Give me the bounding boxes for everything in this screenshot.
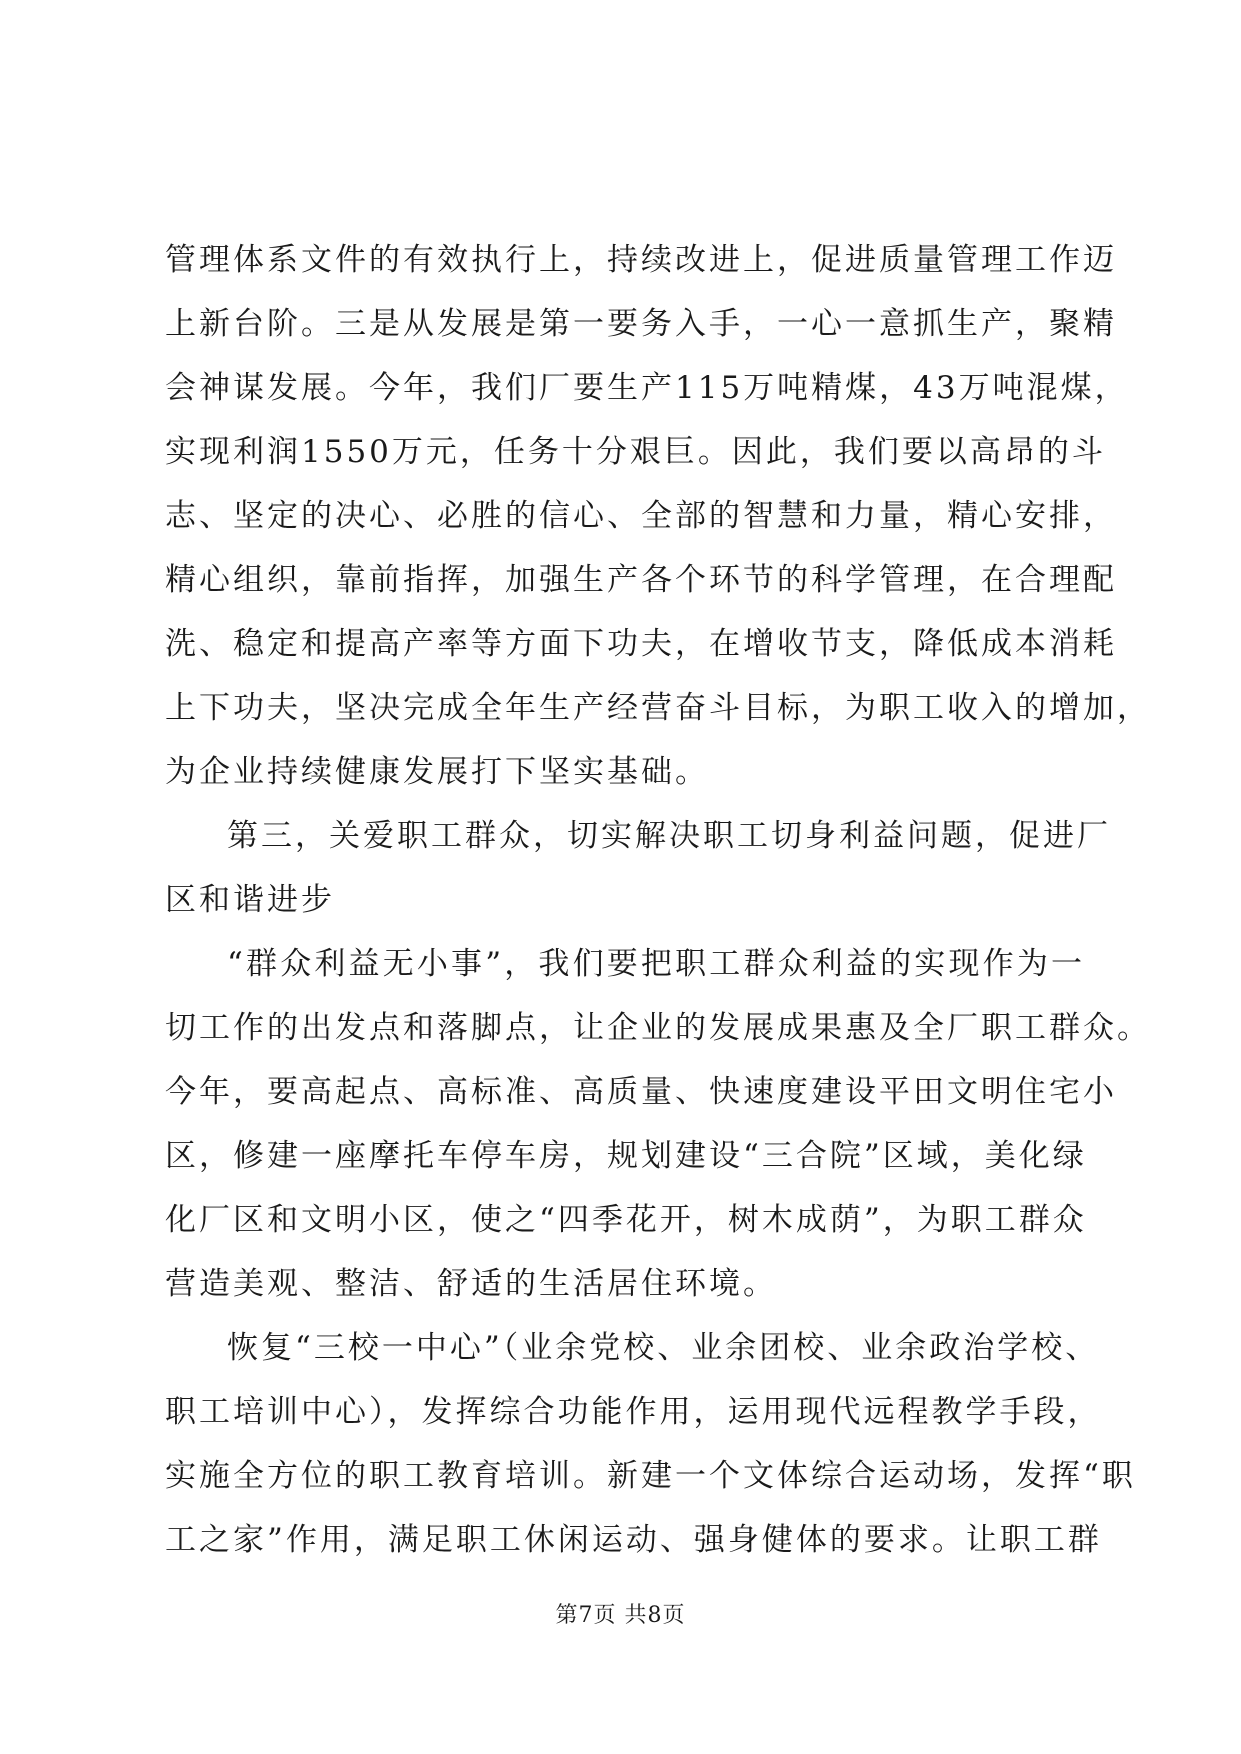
text-line: 化厂区和文明小区，使之“四季花开，树木成荫”，为职工群众 xyxy=(165,1202,1087,1238)
text-line: 精心组织，靠前指挥，加强生产各个环节的科学管理，在合理配 xyxy=(165,562,1117,598)
text-line: 志、坚定的决心、必胜的信心、全部的智慧和力量，精心安排， xyxy=(165,498,1117,534)
text-line: 管理体系文件的有效执行上，持续改进上，促进质量管理工作迈 xyxy=(165,242,1117,278)
text-line: 洗、稳定和提高产率等方面下功夫，在增收节支，降低成本消耗 xyxy=(165,626,1117,662)
text-line: 今年，要高起点、高标准、高质量、快速度建设平田文明住宅小 xyxy=(165,1074,1117,1110)
text-line: 会神谋发展。今年，我们厂要生产115万吨精煤，43万吨混煤， xyxy=(165,370,1129,406)
section-heading-line: 区和谐进步 xyxy=(165,882,335,918)
text-line: 区，修建一座摩托车停车房，规划建设“三合院”区域，美化绿 xyxy=(165,1138,1087,1174)
text-line: 上下功夫，坚决完成全年生产经营奋斗目标，为职工收入的增加， xyxy=(165,690,1151,726)
text-line: 实施全方位的职工教育培训。新建一个文体综合运动场，发挥“职 xyxy=(165,1458,1136,1494)
text-line: “群众利益无小事”，我们要把职工群众利益的实现作为一 xyxy=(227,946,1085,982)
text-line: 职工培训中心），发挥综合功能作用，运用现代远程教学手段， xyxy=(165,1394,1102,1430)
page-number-footer: 第7页 共8页 xyxy=(555,1603,686,1628)
text-line: 营造美观、整洁、舒适的生活居住环境。 xyxy=(165,1266,777,1302)
section-heading-line: 第三，关爱职工群众，切实解决职工切身利益问题，促进厂 xyxy=(227,818,1111,854)
text-line: 恢复“三校一中心”（业余党校、业余团校、业余政治学校、 xyxy=(227,1330,1100,1366)
text-line: 工之家”作用，满足职工休闲运动、强身健体的要求。让职工群 xyxy=(165,1522,1102,1558)
text-line: 上新台阶。三是从发展是第一要务入手，一心一意抓生产，聚精 xyxy=(165,306,1117,342)
text-line: 切工作的出发点和落脚点，让企业的发展成果惠及全厂职工群众。 xyxy=(165,1010,1151,1046)
text-line: 为企业持续健康发展打下坚实基础。 xyxy=(165,754,709,790)
body-text xyxy=(165,228,1151,1572)
text-line: 实现利润1550万元，任务十分艰巨。因此，我们要以高昂的斗 xyxy=(165,434,1106,470)
